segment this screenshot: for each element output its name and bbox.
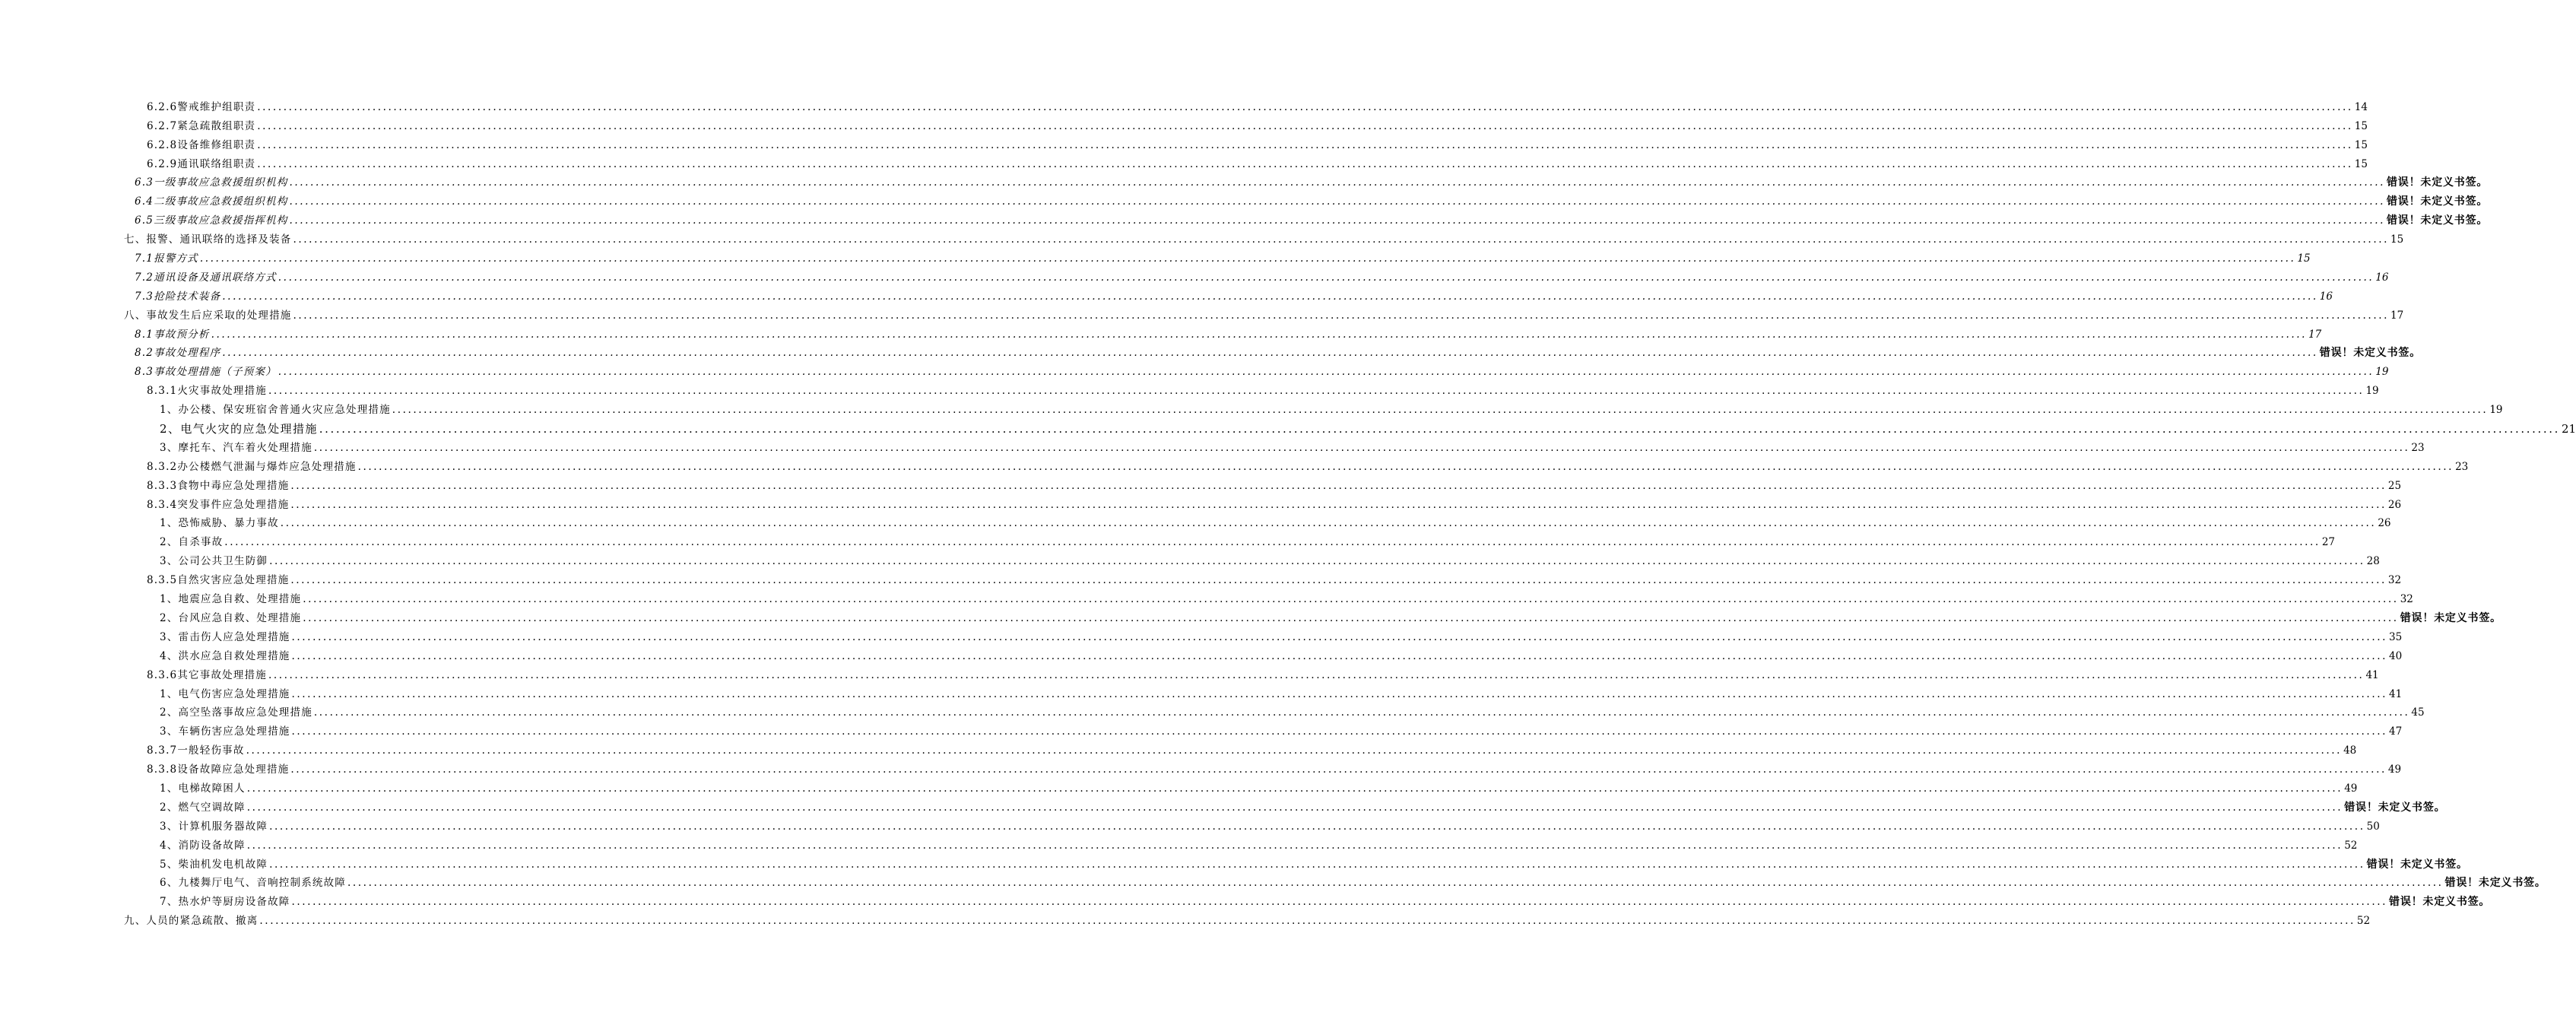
toc-dot-leader: ................................................................................................................................................................................................................................................................................................................................................................................................................ — [199, 252, 2296, 265]
toc-entry-label: 3、摩托车、汽车着火处理措施 — [160, 441, 312, 454]
toc-dot-leader: ................................................................................................................................................................................................................................................................................................................................................................................................................ — [222, 347, 2318, 360]
toc-entry[interactable] — [0, 378, 2379, 398]
toc-entry[interactable] — [0, 757, 2402, 776]
toc-entry-label: 4、洪水应急自救处理措施 — [160, 649, 290, 662]
toc-entry[interactable] — [0, 189, 2489, 208]
toc-entry[interactable] — [0, 833, 2358, 852]
toc-dot-leader: ................................................................................................................................................................................................................................................................................................................................................................................................................ — [291, 687, 2388, 700]
toc-entry[interactable] — [0, 397, 2503, 417]
toc-dot-leader: ................................................................................................................................................................................................................................................................................................................................................................................................................ — [291, 725, 2388, 738]
toc-entry[interactable] — [0, 359, 2389, 379]
toc-entry-page-number: 40 — [2389, 649, 2403, 662]
toc-entry-page-number: 45 — [2411, 706, 2425, 719]
toc-dot-leader: ................................................................................................................................................................................................................................................................................................................................................................................................................ — [224, 536, 2321, 549]
toc-entry-label: 6.5三级事故应急救援指挥机构 — [135, 214, 288, 227]
toc-entry-page-number: 32 — [2400, 593, 2413, 606]
toc-entry-label: 3、公司公共卫生防御 — [160, 555, 268, 568]
toc-entry[interactable] — [0, 151, 2368, 170]
toc-entry-label: 2、电气火灾的应急处理措施 — [160, 422, 318, 436]
toc-entry[interactable] — [0, 511, 2391, 530]
toc-entry-label: 1、恐怖威胁、暴力事故 — [160, 517, 279, 530]
toc-entry-page-number: 47 — [2389, 725, 2403, 738]
toc-entry-page-number: 19 — [2375, 366, 2389, 379]
toc-entry[interactable] — [0, 322, 2322, 341]
toc-entry[interactable] — [0, 529, 2335, 549]
toc-entry-page-number: 27 — [2321, 536, 2335, 549]
toc-entry[interactable] — [0, 227, 2404, 246]
toc-dot-leader: ................................................................................................................................................................................................................................................................................................................................................................................................................ — [290, 763, 2387, 776]
toc-entry-page-number: 15 — [2297, 252, 2311, 265]
toc-entry-page-number: 26 — [2378, 517, 2391, 530]
toc-entry-label: 6.4二级事故应急救援组织机构 — [135, 195, 288, 208]
toc-entry-label: 6、九楼舞厅电气、音响控制系统故障 — [160, 877, 346, 890]
toc-entry[interactable] — [0, 113, 2368, 132]
toc-entry-label: 3、雷击伤人应急处理措施 — [160, 630, 290, 643]
toc-entry-page-number: 15 — [2354, 157, 2368, 170]
toc-entry[interactable] — [0, 567, 2402, 587]
toc-entry-label: 8.3.2办公楼燃气泄漏与爆炸应急处理措施 — [147, 460, 357, 473]
toc-entry-label: 7、热水炉等厨房设备故障 — [160, 896, 290, 909]
toc-dot-leader: ................................................................................................................................................................................................................................................................................................................................................................................................................ — [246, 744, 2343, 757]
toc-entry-label: 4、消防设备故障 — [160, 839, 246, 852]
toc-entry[interactable] — [0, 719, 2403, 738]
toc-dot-leader: ................................................................................................................................................................................................................................................................................................................................................................................................................ — [257, 119, 2353, 132]
toc-dot-leader: ................................................................................................................................................................................................................................................................................................................................................................................................................ — [269, 820, 2365, 833]
toc-entry-label: 八、事故发生后应采取的处理措施 — [124, 309, 292, 322]
toc-entry-bookmark-error: 错误！未定义书签。 — [2319, 347, 2421, 360]
toc-entry-bookmark-error: 错误！未定义书签。 — [2444, 877, 2546, 890]
toc-entry-label: 6.2.7紧急疏散组职责 — [147, 119, 256, 132]
toc-entry[interactable] — [0, 416, 2576, 436]
toc-dot-leader: ................................................................................................................................................................................................................................................................................................................................................................................................................ — [291, 896, 2388, 909]
toc-entry-label: 8.3.3食物中毒应急处理措施 — [147, 479, 290, 492]
toc-entry-label: 8.2事故处理程序 — [135, 347, 221, 360]
toc-dot-leader: ................................................................................................................................................................................................................................................................................................................................................................................................................ — [246, 839, 2343, 852]
toc-entry[interactable] — [0, 246, 2311, 265]
toc-entry-label: 8.3.1火灾事故处理措施 — [147, 385, 267, 398]
toc-entry[interactable] — [0, 454, 2469, 473]
toc-entry-label: 8.3.6其它事故处理措施 — [147, 668, 267, 681]
toc-entry-page-number: 19 — [2365, 385, 2379, 398]
toc-entry-page-number: 52 — [2356, 915, 2371, 928]
toc-entry[interactable] — [0, 889, 2491, 909]
toc-entry-page-number: 49 — [2344, 782, 2358, 795]
toc-entry[interactable] — [0, 94, 2368, 113]
toc-entry[interactable] — [0, 605, 2501, 624]
toc-entry-label: 5、柴油机发电机故障 — [160, 858, 268, 871]
toc-entry-page-number: 41 — [2389, 687, 2403, 700]
toc-dot-leader: ................................................................................................................................................................................................................................................................................................................................................................................................................ — [280, 517, 2377, 530]
toc-entry-page-number: 17 — [2308, 328, 2322, 341]
toc-entry-label: 8.3.5自然灾害应急处理措施 — [147, 574, 290, 587]
toc-entry[interactable] — [0, 908, 2371, 928]
toc-dot-leader: ................................................................................................................................................................................................................................................................................................................................................................................................................ — [278, 271, 2375, 284]
toc-entry[interactable] — [0, 624, 2403, 643]
toc-entry[interactable] — [0, 208, 2489, 227]
toc-entry-page-number: 41 — [2365, 668, 2379, 681]
toc-entry[interactable] — [0, 492, 2402, 511]
toc-entry-page-number: 32 — [2387, 574, 2402, 587]
toc-dot-leader: ................................................................................................................................................................................................................................................................................................................................................................................................................ — [313, 706, 2410, 719]
toc-entry-page-number: 21 — [2561, 422, 2576, 436]
toc-entry-page-number: 17 — [2390, 309, 2404, 322]
toc-dot-leader: ................................................................................................................................................................................................................................................................................................................................................................................................................ — [293, 233, 2390, 246]
toc-entry[interactable] — [0, 738, 2357, 757]
toc-entry-label: 6.3一级事故应急救援组织机构 — [135, 176, 288, 189]
toc-entry-label: 2、高空坠落事故应急处理措施 — [160, 706, 312, 719]
toc-dot-leader: ................................................................................................................................................................................................................................................................................................................................................................................................................ — [246, 801, 2343, 814]
toc-entry-page-number: 48 — [2343, 744, 2357, 757]
toc-dot-leader: ................................................................................................................................................................................................................................................................................................................................................................................................................ — [257, 138, 2353, 151]
toc-entry-label: 8.3.7一般轻伤事故 — [147, 744, 245, 757]
toc-dot-leader: ................................................................................................................................................................................................................................................................................................................................................................................................................ — [392, 404, 2489, 417]
toc-entry-label: 1、电梯故障困人 — [160, 782, 246, 795]
toc-entry-page-number: 25 — [2387, 479, 2402, 492]
toc-entry-page-number: 49 — [2387, 763, 2402, 776]
toc-entry-label: 3、车辆伤害应急处理措施 — [160, 725, 290, 738]
toc-entry[interactable] — [0, 473, 2402, 492]
toc-entry-label: 2、台风应急自救、处理措施 — [160, 611, 302, 624]
toc-dot-leader: ................................................................................................................................................................................................................................................................................................................................................................................................................ — [313, 441, 2410, 454]
toc-entry-page-number: 28 — [2366, 555, 2380, 568]
toc-entry-page-number: 23 — [2411, 441, 2425, 454]
toc-dot-leader: ................................................................................................................................................................................................................................................................................................................................................................................................................ — [278, 366, 2375, 379]
toc-entry[interactable] — [0, 700, 2425, 719]
toc-entry-label: 2、燃气空调故障 — [160, 801, 246, 814]
toc-entry[interactable] — [0, 852, 2468, 871]
toc-entry-bookmark-error: 错误！未定义书签。 — [2389, 896, 2491, 909]
toc-entry[interactable] — [0, 548, 2380, 568]
toc-entry[interactable] — [0, 435, 2425, 454]
toc-entry-page-number: 14 — [2354, 100, 2368, 113]
toc-entry-label: 1、电气伤害应急处理措施 — [160, 687, 290, 700]
toc-entry[interactable] — [0, 284, 2333, 303]
toc-entry-page-number: 15 — [2354, 119, 2368, 132]
toc-entry[interactable] — [0, 776, 2358, 795]
toc-entry-label: 6.2.6警戒维护组职责 — [147, 100, 256, 113]
toc-entry-label: 1、地震应急自救、处理措施 — [160, 593, 302, 606]
toc-entry-page-number: 19 — [2489, 404, 2503, 417]
toc-entry-page-number: 16 — [2319, 290, 2333, 303]
toc-entry[interactable] — [0, 814, 2380, 833]
toc-entry-label: 7.1报警方式 — [135, 252, 198, 265]
toc-dot-leader: ................................................................................................................................................................................................................................................................................................................................................................................................................ — [293, 309, 2390, 322]
toc-entry[interactable] — [0, 132, 2368, 151]
toc-entry-label: 7.3抢险技术装备 — [135, 290, 221, 303]
toc-dot-leader: ................................................................................................................................................................................................................................................................................................................................................................................................................ — [257, 157, 2353, 170]
toc-dot-leader: ................................................................................................................................................................................................................................................................................................................................................................................................................ — [319, 422, 2560, 436]
toc-entry-label: 七、报警、通讯联络的选择及装备 — [124, 233, 292, 246]
toc-entry-bookmark-error: 错误！未定义书签。 — [2366, 858, 2468, 871]
toc-dot-leader: ................................................................................................................................................................................................................................................................................................................................................................................................................ — [269, 555, 2365, 568]
toc-entry[interactable] — [0, 170, 2489, 189]
toc-entry-bookmark-error: 错误！未定义书签。 — [2400, 611, 2501, 624]
toc-entry[interactable] — [0, 265, 2389, 284]
toc-entry-label: 2、自杀事故 — [160, 536, 224, 549]
toc-entry-page-number: 15 — [2390, 233, 2404, 246]
toc-dot-leader: ................................................................................................................................................................................................................................................................................................................................................................................................................ — [347, 877, 2444, 890]
toc-entry-bookmark-error: 错误！未定义书签。 — [2387, 195, 2489, 208]
toc-entry-bookmark-error: 错误！未定义书签。 — [2344, 801, 2446, 814]
toc-entry-page-number: 50 — [2366, 820, 2380, 833]
toc-entry-page-number: 52 — [2344, 839, 2358, 852]
toc-entry-label: 九、人员的紧急疏散、撤离 — [124, 915, 259, 928]
toc-entry[interactable] — [0, 303, 2404, 322]
toc-dot-leader: ................................................................................................................................................................................................................................................................................................................................................................................................................ — [257, 100, 2353, 113]
toc-entry-label: 1、办公楼、保安班宿舍普通火灾应急处理措施 — [160, 404, 391, 417]
toc-dot-leader: ................................................................................................................................................................................................................................................................................................................................................................................................................ — [289, 176, 2385, 189]
table-of-contents — [0, 94, 2576, 928]
toc-entry[interactable] — [0, 871, 2546, 890]
toc-dot-leader: ................................................................................................................................................................................................................................................................................................................................................................................................................ — [211, 328, 2308, 341]
toc-entry[interactable] — [0, 681, 2403, 700]
toc-dot-leader: ................................................................................................................................................................................................................................................................................................................................................................................................................ — [269, 858, 2365, 871]
toc-entry-page-number: 15 — [2354, 138, 2368, 151]
toc-dot-leader: ................................................................................................................................................................................................................................................................................................................................................................................................................ — [289, 195, 2385, 208]
toc-entry-label: 8.3.8设备故障应急处理措施 — [147, 763, 290, 776]
toc-dot-leader: ................................................................................................................................................................................................................................................................................................................................................................................................................ — [291, 649, 2388, 662]
toc-entry-bookmark-error: 错误！未定义书签。 — [2387, 176, 2489, 189]
toc-entry-label: 8.3.4突发事件应急处理措施 — [147, 498, 290, 511]
toc-dot-leader: ................................................................................................................................................................................................................................................................................................................................................................................................................ — [268, 385, 2365, 398]
toc-dot-leader: ................................................................................................................................................................................................................................................................................................................................................................................................................ — [246, 782, 2343, 795]
toc-entry[interactable] — [0, 643, 2403, 662]
toc-entry-page-number: 16 — [2375, 271, 2389, 284]
toc-entry-page-number: 35 — [2389, 630, 2403, 643]
toc-dot-leader: ................................................................................................................................................................................................................................................................................................................................................................................................................ — [303, 593, 2399, 606]
toc-entry-label: 8.1事故预分析 — [135, 328, 210, 341]
toc-dot-leader: ................................................................................................................................................................................................................................................................................................................................................................................................................ — [291, 630, 2388, 643]
toc-entry-page-number: 23 — [2455, 460, 2469, 473]
toc-entry-page-number: 26 — [2387, 498, 2402, 511]
toc-entry[interactable] — [0, 586, 2413, 606]
toc-dot-leader: ................................................................................................................................................................................................................................................................................................................................................................................................................ — [290, 479, 2387, 492]
toc-entry-label: 8.3事故处理措施（子预案） — [135, 366, 277, 379]
toc-dot-leader: ................................................................................................................................................................................................................................................................................................................................................................................................................ — [303, 611, 2399, 624]
toc-dot-leader: ................................................................................................................................................................................................................................................................................................................................................................................................................ — [290, 574, 2387, 587]
toc-dot-leader: ................................................................................................................................................................................................................................................................................................................................................................................................................ — [222, 290, 2318, 303]
toc-entry-bookmark-error: 错误！未定义书签。 — [2387, 214, 2489, 227]
toc-entry[interactable] — [0, 795, 2446, 814]
toc-dot-leader: ................................................................................................................................................................................................................................................................................................................................................................................................................ — [290, 498, 2387, 511]
toc-dot-leader: ................................................................................................................................................................................................................................................................................................................................................................................................................ — [357, 460, 2454, 473]
toc-dot-leader: ................................................................................................................................................................................................................................................................................................................................................................................................................ — [259, 915, 2356, 928]
toc-entry-label: 3、计算机服务器故障 — [160, 820, 268, 833]
toc-entry-label: 6.2.9通讯联络组职责 — [147, 157, 256, 170]
toc-entry-label: 7.2通讯设备及通讯联络方式 — [135, 271, 277, 284]
toc-entry[interactable] — [0, 341, 2421, 360]
toc-dot-leader: ................................................................................................................................................................................................................................................................................................................................................................................................................ — [268, 668, 2365, 681]
toc-entry[interactable] — [0, 662, 2379, 681]
toc-entry-label: 6.2.8设备维修组职责 — [147, 138, 256, 151]
toc-dot-leader: ................................................................................................................................................................................................................................................................................................................................................................................................................ — [289, 214, 2385, 227]
